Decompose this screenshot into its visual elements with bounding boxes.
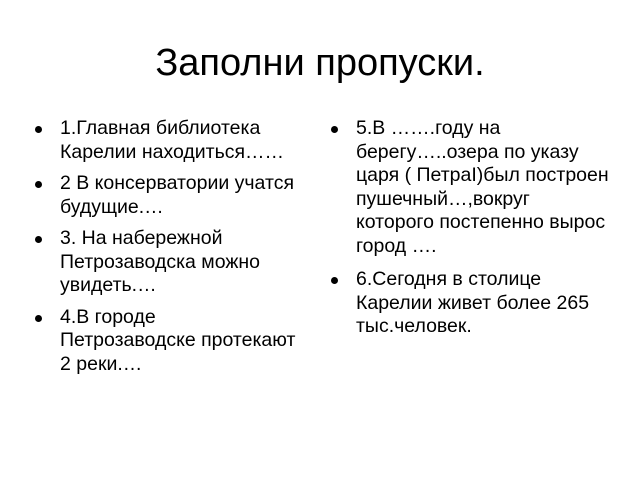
bullet-dot-icon [35, 181, 42, 188]
list-item-text: 4.В городе Петрозаводске протекают 2 реки.… [60, 305, 296, 375]
bullet-dot-icon [331, 126, 338, 133]
slide-title: Заполни пропуски. [155, 42, 485, 84]
bullet-dot-icon [331, 277, 338, 284]
list-item [34, 306, 296, 377]
list-item [330, 117, 612, 258]
right-bullet-list [330, 117, 612, 349]
list-item-text: 2 В консерватории учатся будущие.… [60, 172, 294, 218]
bullet-dot-icon [35, 315, 42, 322]
list-item-text: 1.Главная библиотека Карелии находиться…… [60, 117, 285, 163]
bullet-dot-icon [35, 126, 42, 133]
list-item [330, 268, 612, 339]
list-item-text: 6.Сегодня в столице Карелии живет более 265 тыс.человек. [356, 268, 590, 337]
list-item [34, 172, 296, 219]
list-item-text: 3. На набережной Петрозаводска можно увидеть.… [60, 227, 260, 296]
list-item [34, 227, 296, 298]
bullet-dot-icon [35, 236, 42, 243]
list-item-text: 5.В …….году на берегу…..озера по указу царя ( ПетраI)был построен пушечный…,вокруг которого постепенно вырос город …. [356, 117, 609, 257]
list-item [34, 117, 296, 164]
left-bullet-list [34, 117, 296, 384]
